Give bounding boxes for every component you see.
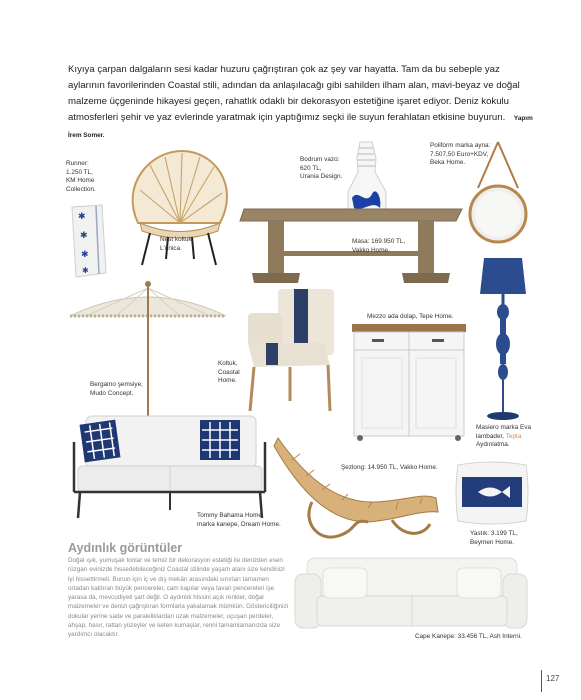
cape-sofa-image [293, 552, 529, 632]
svg-text:✱: ✱ [80, 230, 88, 240]
intro-credit: Yapım İrem Somer. [68, 115, 533, 139]
svg-text:✱: ✱ [82, 266, 89, 275]
caption-masiero-brand: Tepta [505, 432, 522, 440]
mezzo-cabinet-image [350, 322, 468, 442]
rattan-chaise-image [272, 432, 442, 544]
caption-sezlong: Şezlong: 14.950 TL, Vakko Home. [341, 464, 438, 471]
caption-tommy: Tommy Bahama Home marka kanepe, Dream Home. [197, 512, 281, 528]
page-number-divider [541, 670, 542, 692]
svg-text:✱: ✱ [78, 211, 86, 221]
caption-masiero-line2 [476, 433, 531, 442]
intro-text: Kıyıya çarpan dalgaların sesi kadar huzuru çağrıştıran çok az şey var hayatta. Tam da bu sebeple yaz aylarının favorilerinden Coastal stili, adından da anlaşılacağı gibi sahilden ilham alan, mavi-beyaz ve doğal malzeme üçgeninde hikayesi geçen, rahatlık odaklı bir dekorasyon estetiğine işaret ediyor. Deniz kokulu atmosferleri şehir ve yaz evlerinde yaratmak için yaptığımız seçki ile suyun ferahlatan etkisine buyurun. [68, 64, 520, 123]
caption-masiero [476, 424, 531, 450]
caption-mirror: Poliform marka ayna: 7.507,50 Euro+KDV, Beka Home. [430, 142, 491, 167]
caption-masiero-line1: Masiero marka Eva [476, 424, 532, 431]
section-title: Aydınlık görüntüler [68, 541, 183, 555]
runner-image [66, 203, 112, 280]
tommy-bahama-sofa-image [72, 412, 267, 522]
coastal-armchair-image [244, 287, 339, 415]
fish-pillow-image [454, 459, 530, 527]
caption-masiero-line2a: lambader, [476, 432, 506, 440]
caption-koltuk: Koltuk, Coastal Home. [218, 360, 240, 385]
section-body: Doğal ışık, yumuşak tonlar ve temiz bir dekorasyon estetiği ile denizden esen rüzgarı evinizde hissedebileceğiniz Coastal stilinde yaşam alanı size kendinizi iyi hissettirmeli. Bunun için iç ve dış mekân arasındaki sınırları tamamen ortadan kaldıran büyük pencereler, cam kapılar veya tavan pencereleri işe yarasa da, mevcudiyeti şart değil. O aydınlık hissini açık renkler, doğal malzemeler ve denizi çağrıştıran formlarla yakalamak mümkün. Göstericiliğinizi dokular yerine sade ve paraleliklardan uzak malzemeler, uçuşan perdeler, ahşap, hasır, rattan yüzeyler ve keten kumaşlar, renni tamamlamanızda size yardımcı olacaktır. [68, 557, 289, 639]
page-number: 127 [546, 674, 560, 683]
caption-bodrum: Bodrum vazo: 620 TL, Urania Design. [300, 156, 343, 181]
caption-cape: Cape Kanepe: 33.456 TL, Ash Interni. [415, 633, 522, 640]
caption-mezzo: Mezzo ada dolap, Tepe Home. [367, 313, 454, 320]
caption-bergamo: Bergamo şemsiye, Mudo Concept. [90, 381, 143, 397]
caption-yastik: Yastık: 3.199 TL, Beymen Home. [470, 530, 518, 546]
intro-paragraph [68, 62, 538, 144]
caption-runner: Runner: 1.250 TL, KM Home Collection. [66, 160, 96, 193]
eva-floor-lamp-image [476, 256, 530, 422]
caption-masiero-line3: Aydınlatma. [476, 441, 510, 449]
caption-nest: Nest koltuk, L'unica. [160, 236, 194, 252]
svg-text:✱: ✱ [81, 249, 89, 259]
caption-masa: Masa: 169.950 TL, Vakko Home. [352, 238, 406, 254]
